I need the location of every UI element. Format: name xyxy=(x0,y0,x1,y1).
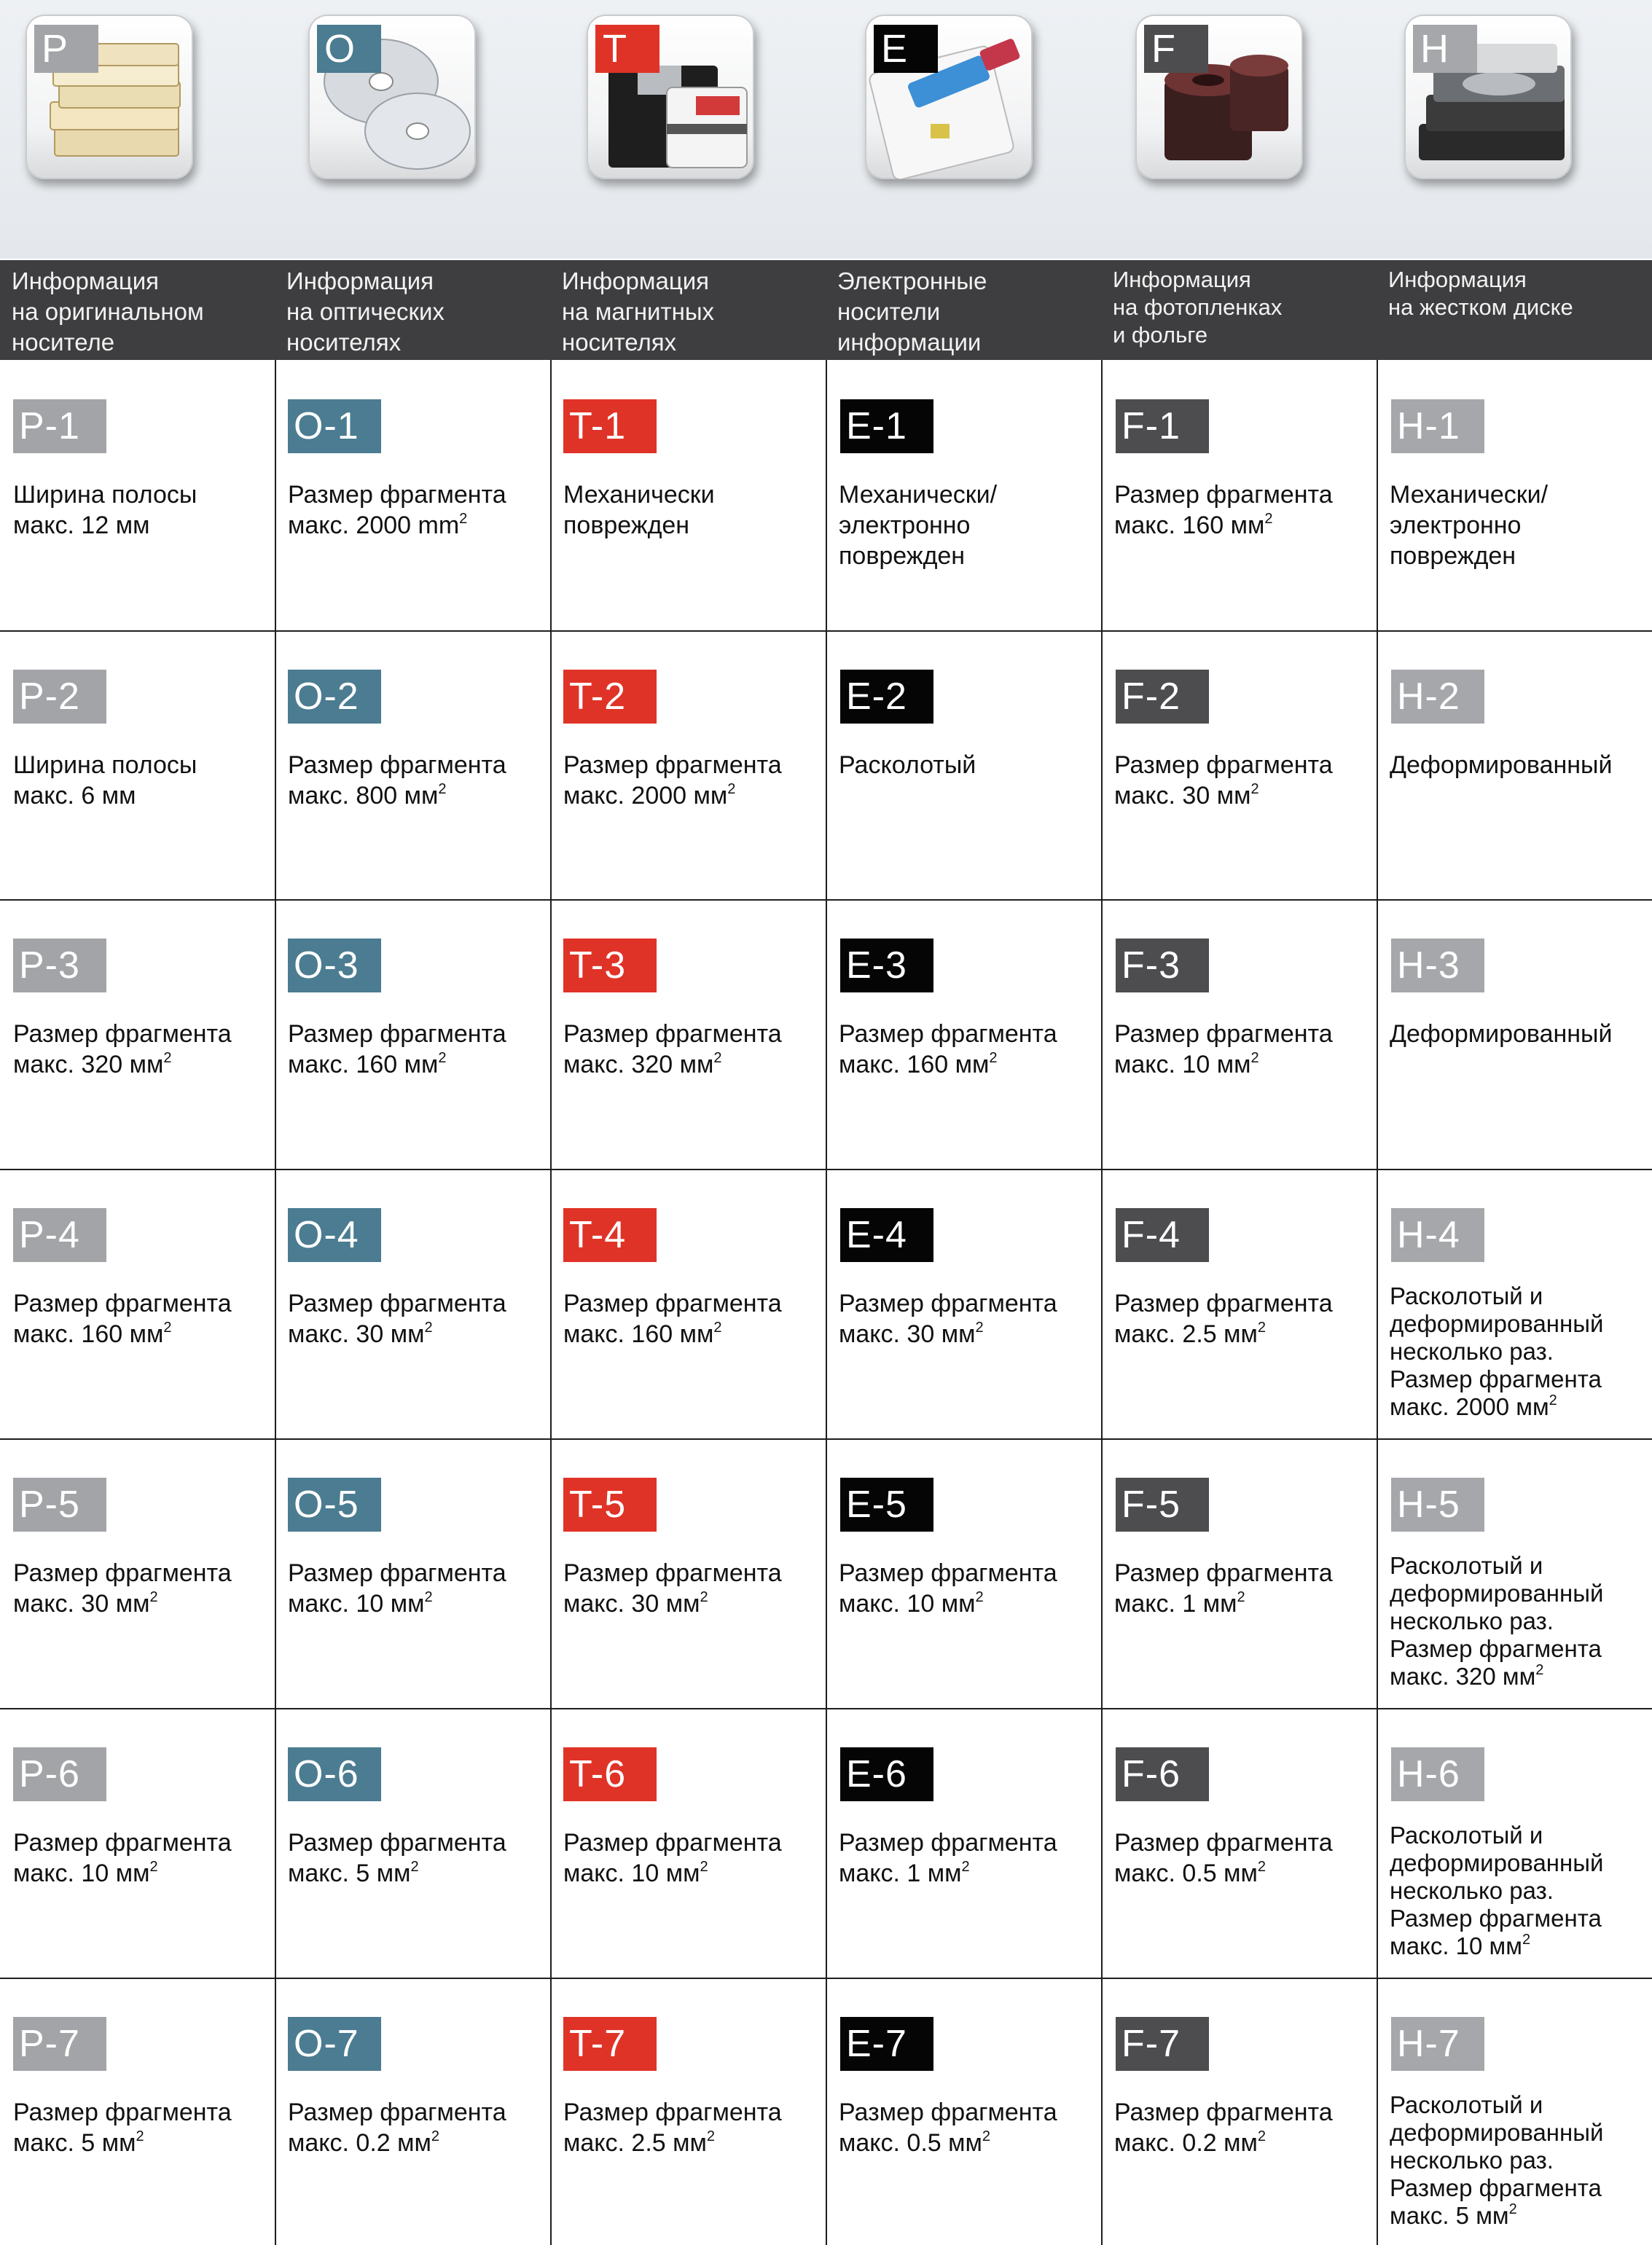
unit-exponent: 2 xyxy=(727,781,736,797)
level-badge: O-7 xyxy=(288,2017,381,2071)
unit-exponent: 2 xyxy=(410,1859,419,1875)
level-cell-f-7 xyxy=(1101,1978,1377,2245)
level-description xyxy=(1114,1019,1380,1080)
level-description xyxy=(1114,750,1380,811)
level-cell-f-6 xyxy=(1101,1708,1377,1978)
level-description-text: Размер фрагмента макс. 0.5 мм xyxy=(839,2099,1057,2157)
unit-exponent: 2 xyxy=(706,2128,716,2144)
unit-exponent: 2 xyxy=(975,1320,984,1336)
level-description-text: Размер фрагмента макс. 10 мм xyxy=(563,1829,782,1887)
unit-exponent: 2 xyxy=(700,1589,708,1605)
level-badge: H-5 xyxy=(1391,1478,1484,1532)
level-description-text: Размер фрагмента макс. 320 мм xyxy=(563,1020,782,1078)
level-cell-e-4 xyxy=(826,1169,1101,1438)
level-description-text: Размер фрагмента макс. 0.2 мм xyxy=(288,2099,506,2157)
level-description-text: Размер фрагмента макс. 2000 мм xyxy=(563,751,782,810)
level-description xyxy=(839,1288,1105,1349)
level-description-text: Размер фрагмента макс. 800 мм xyxy=(288,751,506,810)
level-badge: E-7 xyxy=(840,2017,933,2071)
level-description-text: Расколотый и деформированный несколько раз. Размер фрагмента макс. 5 мм xyxy=(1390,2091,1604,2229)
level-cell-e-6 xyxy=(826,1708,1101,1978)
level-badge: O-4 xyxy=(288,1208,381,1262)
level-badge: E-3 xyxy=(840,939,933,992)
level-description-text: Размер фрагмента макс. 10 мм xyxy=(1114,1020,1333,1078)
media-tile-p xyxy=(26,15,193,179)
level-description xyxy=(1390,1282,1652,1421)
level-description-text: Размер фрагмента макс. 30 мм xyxy=(839,1290,1057,1348)
level-cell-h-1 xyxy=(1377,360,1652,630)
level-badge: F-3 xyxy=(1116,939,1209,992)
level-description-text: Размер фрагмента макс. 2.5 мм xyxy=(1114,1290,1333,1348)
level-badge: H-2 xyxy=(1391,670,1484,724)
unit-exponent: 2 xyxy=(163,1320,172,1336)
unit-exponent: 2 xyxy=(961,1859,970,1875)
level-cell-e-5 xyxy=(826,1438,1101,1708)
column-header-f: Информация на фотопленках и фольге xyxy=(1113,267,1283,348)
level-description-text: Размер фрагмента макс. 10 мм xyxy=(839,1559,1057,1618)
level-badge: T-5 xyxy=(563,1478,657,1532)
unit-exponent: 2 xyxy=(431,2128,440,2144)
level-cell-f-4 xyxy=(1101,1169,1377,1438)
level-cell-h-2 xyxy=(1377,630,1652,899)
level-cell-h-3 xyxy=(1377,899,1652,1169)
level-cell-h-7 xyxy=(1377,1978,1652,2245)
level-description-text: Размер фрагмента макс. 30 мм xyxy=(13,1559,232,1618)
unit-exponent: 2 xyxy=(459,511,468,527)
level-description-text: Размер фрагмента макс. 320 мм xyxy=(13,1020,232,1078)
level-description-text: Расколотый xyxy=(839,751,976,779)
media-tile-letter: T xyxy=(595,25,659,73)
unit-exponent: 2 xyxy=(700,1859,708,1875)
level-cell-o-3 xyxy=(275,899,550,1169)
unit-exponent: 2 xyxy=(989,1050,998,1066)
unit-exponent: 2 xyxy=(1264,511,1273,527)
unit-exponent: 2 xyxy=(1250,781,1259,797)
level-description xyxy=(1390,750,1652,780)
unit-exponent: 2 xyxy=(163,1050,172,1066)
level-description xyxy=(288,1558,554,1619)
level-cell-f-3 xyxy=(1101,899,1377,1169)
level-description xyxy=(13,2097,279,2158)
level-cell-p-5 xyxy=(0,1438,275,1708)
level-cell-t-5 xyxy=(550,1438,826,1708)
unit-exponent: 2 xyxy=(438,1050,447,1066)
level-description-text: Механически поврежден xyxy=(563,481,715,539)
level-badge: E-2 xyxy=(840,670,933,724)
level-badge: E-5 xyxy=(840,1478,933,1532)
level-cell-o-2 xyxy=(275,630,550,899)
level-description-text: Размер фрагмента макс. 0.5 мм xyxy=(1114,1829,1333,1887)
level-badge: T-6 xyxy=(563,1747,657,1801)
level-description-text: Расколотый и деформированный несколько раз. Размер фрагмента макс. 320 мм xyxy=(1390,1552,1604,1690)
unit-exponent: 2 xyxy=(713,1050,722,1066)
unit-exponent: 2 xyxy=(1237,1589,1245,1605)
level-description-text: Размер фрагмента макс. 30 мм xyxy=(1114,751,1333,810)
level-badge: E-1 xyxy=(840,399,933,453)
level-description xyxy=(1390,1552,1652,1690)
level-badge: P-5 xyxy=(13,1478,106,1532)
level-description-text: Размер фрагмента макс. 30 мм xyxy=(288,1290,506,1348)
level-cell-h-4 xyxy=(1377,1169,1652,1438)
level-cell-e-3 xyxy=(826,899,1101,1169)
level-badge: O-6 xyxy=(288,1747,381,1801)
level-description xyxy=(13,479,279,541)
level-badge: H-1 xyxy=(1391,399,1484,453)
level-badge: E-6 xyxy=(840,1747,933,1801)
unit-exponent: 2 xyxy=(424,1320,433,1336)
level-description-text: Размер фрагмента макс. 5 мм xyxy=(288,1829,506,1887)
level-cell-p-6 xyxy=(0,1708,275,1978)
level-description xyxy=(13,1288,279,1349)
level-description xyxy=(1114,479,1380,541)
level-description xyxy=(1390,2091,1652,2230)
level-description-text: Размер фрагмента макс. 10 мм xyxy=(288,1559,506,1618)
media-tile-f xyxy=(1135,15,1303,179)
level-cell-t-2 xyxy=(550,630,826,899)
level-badge: F-6 xyxy=(1116,1747,1209,1801)
unit-exponent: 2 xyxy=(1250,1050,1259,1066)
level-badge: H-4 xyxy=(1391,1208,1484,1262)
level-description xyxy=(839,1558,1105,1619)
media-tile-letter: P xyxy=(34,25,98,73)
level-description-text: Механически/ электронно поврежден xyxy=(1390,481,1549,570)
level-badge: P-6 xyxy=(13,1747,106,1801)
level-description-text: Механически/ электронно поврежден xyxy=(839,481,998,570)
level-cell-t-3 xyxy=(550,899,826,1169)
unit-exponent: 2 xyxy=(1257,1859,1267,1875)
level-badge: F-1 xyxy=(1116,399,1209,453)
level-cell-e-1 xyxy=(826,360,1101,630)
level-description xyxy=(288,2097,554,2158)
level-badge: T-3 xyxy=(563,939,657,992)
level-badge: T-2 xyxy=(563,670,657,724)
level-description-text: Размер фрагмента макс. 2000 mm xyxy=(288,481,506,539)
level-cell-o-6 xyxy=(275,1708,550,1978)
level-description xyxy=(1114,1558,1380,1619)
media-tile-o xyxy=(308,15,476,179)
level-badge: F-2 xyxy=(1116,670,1209,724)
level-description-text: Размер фрагмента макс. 30 мм xyxy=(563,1559,782,1618)
level-description-text: Размер фрагмента макс. 160 мм xyxy=(1114,481,1333,539)
unit-exponent: 2 xyxy=(1522,1932,1531,1948)
level-description-text: Размер фрагмента макс. 1 мм xyxy=(839,1829,1057,1887)
level-badge: P-7 xyxy=(13,2017,106,2071)
media-tile-t xyxy=(587,15,754,179)
level-description xyxy=(563,479,829,541)
level-description xyxy=(1390,479,1652,571)
level-description-text: Ширина полосы макс. 6 мм xyxy=(13,751,197,810)
level-badge: F-5 xyxy=(1116,1478,1209,1532)
level-description-text: Размер фрагмента макс. 2.5 мм xyxy=(563,2099,782,2157)
level-badge: T-7 xyxy=(563,2017,657,2071)
level-description-text: Ширина полосы макс. 12 мм xyxy=(13,481,197,539)
level-badge: F-7 xyxy=(1116,2017,1209,2071)
level-cell-p-7 xyxy=(0,1978,275,2245)
level-cell-o-7 xyxy=(275,1978,550,2245)
level-badge: O-5 xyxy=(288,1478,381,1532)
level-description-text: Размер фрагмента макс. 160 мм xyxy=(288,1020,506,1078)
media-tile-letter: H xyxy=(1413,25,1477,73)
level-cell-o-1 xyxy=(275,360,550,630)
level-description-text: Размер фрагмента макс. 160 мм xyxy=(13,1290,232,1348)
level-description xyxy=(839,479,1105,571)
column-header-h: Информация на жестком диске xyxy=(1388,267,1573,320)
unit-exponent: 2 xyxy=(975,1589,984,1605)
level-description xyxy=(1114,1827,1380,1889)
media-tile-e xyxy=(865,15,1033,179)
level-badge: P-2 xyxy=(13,670,106,724)
level-cell-f-5 xyxy=(1101,1438,1377,1708)
level-description-text: Деформированный xyxy=(1390,751,1613,779)
level-cell-t-7 xyxy=(550,1978,826,2245)
unit-exponent: 2 xyxy=(1549,1392,1557,1408)
level-badge: T-1 xyxy=(563,399,657,453)
level-description xyxy=(563,2097,829,2158)
level-description-text: Размер фрагмента макс. 160 мм xyxy=(839,1020,1057,1078)
level-description xyxy=(1114,1288,1380,1349)
level-badge: O-1 xyxy=(288,399,381,453)
level-description-text: Размер фрагмента макс. 5 мм xyxy=(13,2099,232,2157)
unit-exponent: 2 xyxy=(1535,1662,1544,1678)
level-description xyxy=(563,1558,829,1619)
level-cell-e-2 xyxy=(826,630,1101,899)
level-description xyxy=(288,1827,554,1889)
level-cell-e-7 xyxy=(826,1978,1101,2245)
unit-exponent: 2 xyxy=(982,2128,991,2144)
level-cell-p-2 xyxy=(0,630,275,899)
level-description xyxy=(563,750,829,811)
column-header-e: Электронные носители информации xyxy=(837,267,987,356)
level-badge: T-4 xyxy=(563,1208,657,1262)
unit-exponent: 2 xyxy=(1257,1320,1267,1336)
media-tile-h xyxy=(1404,15,1572,179)
level-description-text: Размер фрагмента макс. 160 мм xyxy=(563,1290,782,1348)
unit-exponent: 2 xyxy=(438,781,447,797)
level-description xyxy=(1390,1822,1652,1960)
level-badge: H-7 xyxy=(1391,2017,1484,2071)
level-description xyxy=(563,1288,829,1349)
level-badge: P-3 xyxy=(13,939,106,992)
level-description-text: Размер фрагмента макс. 0.2 мм xyxy=(1114,2099,1333,2157)
level-description xyxy=(288,750,554,811)
level-badge: P-4 xyxy=(13,1208,106,1262)
level-description-text: Расколотый и деформированный несколько раз. Размер фрагмента макс. 2000 мм xyxy=(1390,1282,1604,1420)
column-header-p: Информация на оригинальном носителе xyxy=(12,267,204,356)
level-description xyxy=(13,1827,279,1889)
unit-exponent: 2 xyxy=(136,2128,144,2144)
unit-exponent: 2 xyxy=(1508,2201,1517,2217)
media-tile-letter: E xyxy=(874,25,938,73)
level-description xyxy=(839,1827,1105,1889)
unit-exponent: 2 xyxy=(149,1589,158,1605)
level-description xyxy=(1114,2097,1380,2158)
level-badge: O-2 xyxy=(288,670,381,724)
level-description-text: Расколотый и деформированный несколько раз. Размер фрагмента макс. 10 мм xyxy=(1390,1822,1604,1959)
column-header-t: Информация на магнитных носителях xyxy=(562,267,715,356)
level-cell-h-5 xyxy=(1377,1438,1652,1708)
level-cell-p-1 xyxy=(0,360,275,630)
level-cell-h-6 xyxy=(1377,1708,1652,1978)
level-cell-t-6 xyxy=(550,1708,826,1978)
level-cell-o-5 xyxy=(275,1438,550,1708)
level-cell-f-1 xyxy=(1101,360,1377,630)
level-cell-f-2 xyxy=(1101,630,1377,899)
media-tile-letter: F xyxy=(1144,25,1208,73)
column-header-o: Информация на оптических носителях xyxy=(286,267,445,356)
unit-exponent: 2 xyxy=(1257,2128,1267,2144)
level-cell-p-4 xyxy=(0,1169,275,1438)
unit-exponent: 2 xyxy=(713,1320,722,1336)
level-description-text: Деформированный xyxy=(1390,1020,1613,1048)
level-description xyxy=(13,1019,279,1080)
level-description-text: Размер фрагмента макс. 1 мм xyxy=(1114,1559,1333,1618)
level-description xyxy=(13,750,279,811)
level-badge: F-4 xyxy=(1116,1208,1209,1262)
level-description-text: Размер фрагмента макс. 10 мм xyxy=(13,1829,232,1887)
level-cell-t-1 xyxy=(550,360,826,630)
level-description xyxy=(563,1019,829,1080)
level-description xyxy=(288,1019,554,1080)
level-cell-p-3 xyxy=(0,899,275,1169)
level-description xyxy=(563,1827,829,1889)
level-cell-t-4 xyxy=(550,1169,826,1438)
level-badge: E-4 xyxy=(840,1208,933,1262)
level-description xyxy=(1390,1019,1652,1049)
level-description xyxy=(839,2097,1105,2158)
level-badge: H-6 xyxy=(1391,1747,1484,1801)
level-badge: H-3 xyxy=(1391,939,1484,992)
unit-exponent: 2 xyxy=(149,1859,158,1875)
level-description xyxy=(13,1558,279,1619)
level-description xyxy=(839,750,1105,780)
level-description xyxy=(288,1288,554,1349)
level-description xyxy=(839,1019,1105,1080)
unit-exponent: 2 xyxy=(424,1589,433,1605)
level-cell-o-4 xyxy=(275,1169,550,1438)
level-badge: P-1 xyxy=(13,399,106,453)
level-badge: O-3 xyxy=(288,939,381,992)
media-tile-letter: O xyxy=(317,25,381,73)
level-description xyxy=(288,479,554,541)
